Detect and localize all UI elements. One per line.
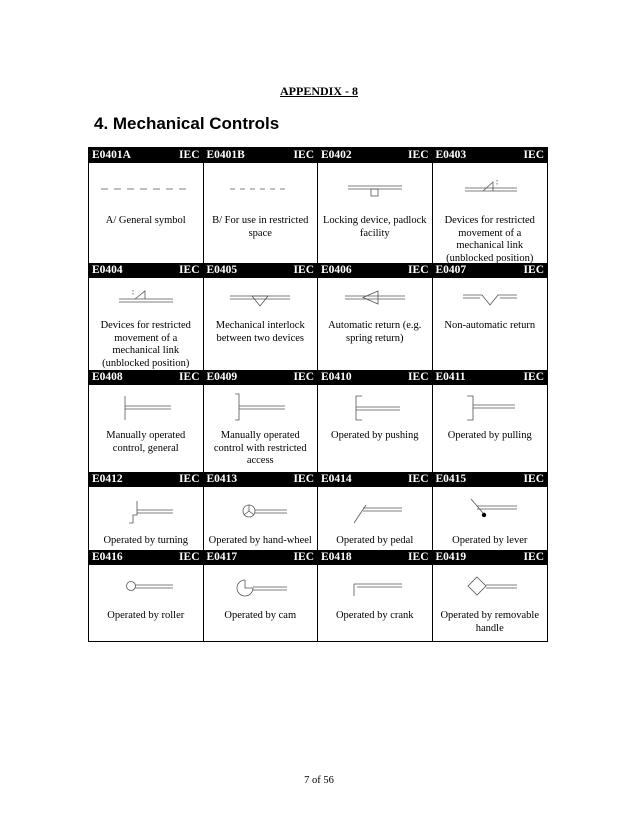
symbol-description: Operated by turning (103, 535, 189, 546)
symbol-cell-e0401b (204, 148, 319, 263)
symbol-code: E0419 (435, 551, 467, 563)
cell-header (433, 370, 548, 385)
symbol-code: E0404 (92, 264, 123, 276)
symbol-description: Manually operated control with restricted access (213, 430, 307, 466)
symbol-cell-e0414 (318, 472, 433, 550)
turn-operated-symbol-icon (89, 487, 203, 535)
cell-header (204, 370, 318, 385)
cell-header (204, 263, 318, 278)
symbol-code: E0409 (206, 371, 238, 383)
symbol-cell-e0408 (89, 370, 204, 472)
mechanical-interlock-symbol-icon (204, 278, 318, 320)
symbol-code: E0401B (206, 149, 245, 161)
hand-wheel-symbol-icon (204, 487, 318, 535)
symbol-code: E0402 (321, 149, 352, 161)
symbol-description: Mechanical interlock between two devices (215, 320, 305, 344)
symbol-code: E0403 (435, 149, 467, 161)
cell-header (204, 550, 318, 565)
symbol-standard: IEC (523, 551, 544, 563)
symbol-description: A/ General symbol (105, 215, 186, 226)
symbol-description: Operated by hand-wheel (208, 535, 312, 546)
cell-header (318, 263, 432, 278)
push-operated-symbol-icon (318, 385, 432, 430)
cell-header (433, 148, 548, 163)
symbol-standard: IEC (179, 473, 200, 485)
symbol-description: Operated by roller (107, 610, 185, 621)
restricted-movement-unblocked-symbol-icon (433, 163, 548, 215)
symbol-description: Non-automatic return (444, 320, 536, 331)
lever-symbol-icon (433, 487, 548, 535)
manual-control-symbol-icon (89, 385, 203, 430)
appendix-label: APPENDIX - 8 (280, 84, 358, 98)
symbol-code: E0414 (321, 473, 352, 485)
manual-control-restricted-symbol-icon (204, 385, 318, 430)
symbol-code: E0412 (92, 473, 123, 485)
roller-symbol-icon (89, 565, 203, 610)
symbol-standard: IEC (408, 551, 429, 563)
symbol-standard: IEC (408, 149, 429, 161)
symbol-standard: IEC (179, 371, 200, 383)
cam-symbol-icon (204, 565, 318, 610)
section-title: 4. Mechanical Controls (94, 114, 280, 133)
symbol-description: Devices for restricted movement of a mechanical link (unblocked position) (100, 320, 191, 369)
locking-device-symbol-icon (318, 163, 432, 215)
appendix-heading (0, 84, 638, 99)
symbol-cell-e0418 (318, 550, 433, 641)
symbol-code: E0411 (435, 371, 466, 383)
symbol-code: E0405 (206, 264, 238, 276)
symbol-code: E0417 (206, 551, 238, 563)
symbol-cell-e0417 (204, 550, 319, 641)
symbol-cell-e0416 (89, 550, 204, 641)
cell-header (433, 263, 548, 278)
symbol-code: E0406 (321, 264, 352, 276)
cell-header (318, 148, 432, 163)
cell-header (433, 550, 548, 565)
symbol-cell-e0419 (433, 550, 548, 641)
symbol-standard: IEC (523, 149, 544, 161)
cell-header (318, 550, 432, 565)
page-number: 7 of 56 (304, 775, 334, 786)
symbol-description: Operated by lever (452, 535, 528, 546)
symbol-code: E0408 (92, 371, 123, 383)
dashed-line-short-symbol-icon (204, 163, 318, 215)
symbol-cell-e0415 (433, 472, 548, 550)
symbol-code: E0418 (321, 551, 352, 563)
symbol-standard: IEC (179, 551, 200, 563)
symbol-description: B/ For use in restricted space (212, 215, 309, 239)
symbol-cell-e0404 (89, 263, 204, 370)
symbol-standard: IEC (293, 551, 314, 563)
symbol-description: Operated by pulling (447, 430, 532, 441)
symbol-standard: IEC (408, 371, 429, 383)
symbol-description: Manually operated control, general (106, 430, 186, 454)
symbol-standard: IEC (293, 264, 314, 276)
symbol-description: Operated by pushing (331, 430, 419, 441)
symbol-standard: IEC (179, 264, 200, 276)
symbol-description: Automatic return (e.g. spring return) (328, 320, 422, 344)
symbol-code: E0407 (435, 264, 467, 276)
symbol-cell-e0403 (433, 148, 548, 263)
symbol-description: Operated by pedal (336, 535, 414, 546)
cell-header (89, 148, 203, 163)
symbol-cell-e0406 (318, 263, 433, 370)
symbol-standard: IEC (179, 149, 200, 161)
symbol-code: E0415 (435, 473, 467, 485)
symbol-cell-e0411 (433, 370, 548, 472)
symbol-standard: IEC (523, 473, 544, 485)
symbol-cell-e0413 (204, 472, 319, 550)
pedal-symbol-icon (318, 487, 432, 535)
symbol-code: E0401A (92, 149, 131, 161)
cell-header (318, 370, 432, 385)
symbol-description: Devices for restricted movement of a mechanical link (unblocked position) (444, 215, 535, 264)
symbol-description: Operated by cam (224, 610, 297, 621)
cell-header (318, 472, 432, 487)
symbol-standard: IEC (408, 473, 429, 485)
pull-operated-symbol-icon (433, 385, 548, 430)
non-automatic-return-symbol-icon (433, 278, 548, 320)
symbol-cell-e0410 (318, 370, 433, 472)
symbol-cell-e0405 (204, 263, 319, 370)
symbol-code: E0413 (206, 473, 238, 485)
symbol-standard: IEC (523, 264, 544, 276)
cell-header (89, 370, 203, 385)
symbol-standard: IEC (293, 473, 314, 485)
symbol-cell-e0409 (204, 370, 319, 472)
symbol-code: E0410 (321, 371, 352, 383)
symbol-cell-e0401a (89, 148, 204, 263)
automatic-return-symbol-icon (318, 278, 432, 320)
symbol-description: Operated by crank (335, 610, 414, 621)
dashed-line-symbol-icon (89, 163, 203, 215)
crank-symbol-icon (318, 565, 432, 610)
restricted-movement-blocked-symbol-icon (89, 278, 203, 320)
symbol-table (88, 147, 548, 642)
symbol-standard: IEC (408, 264, 429, 276)
cell-header (204, 148, 318, 163)
cell-header (89, 550, 203, 565)
removable-handle-symbol-icon (433, 565, 548, 610)
symbol-standard: IEC (293, 371, 314, 383)
symbol-code: E0416 (92, 551, 123, 563)
symbol-cell-e0407 (433, 263, 548, 370)
symbol-cell-e0402 (318, 148, 433, 263)
symbol-cell-e0412 (89, 472, 204, 550)
cell-header (89, 263, 203, 278)
symbol-description: Operated by removable handle (440, 610, 540, 634)
symbol-standard: IEC (523, 371, 544, 383)
symbol-standard: IEC (293, 149, 314, 161)
cell-header (89, 472, 203, 487)
cell-header (204, 472, 318, 487)
cell-header (433, 472, 548, 487)
symbol-description: Locking device, padlock facility (322, 215, 427, 239)
